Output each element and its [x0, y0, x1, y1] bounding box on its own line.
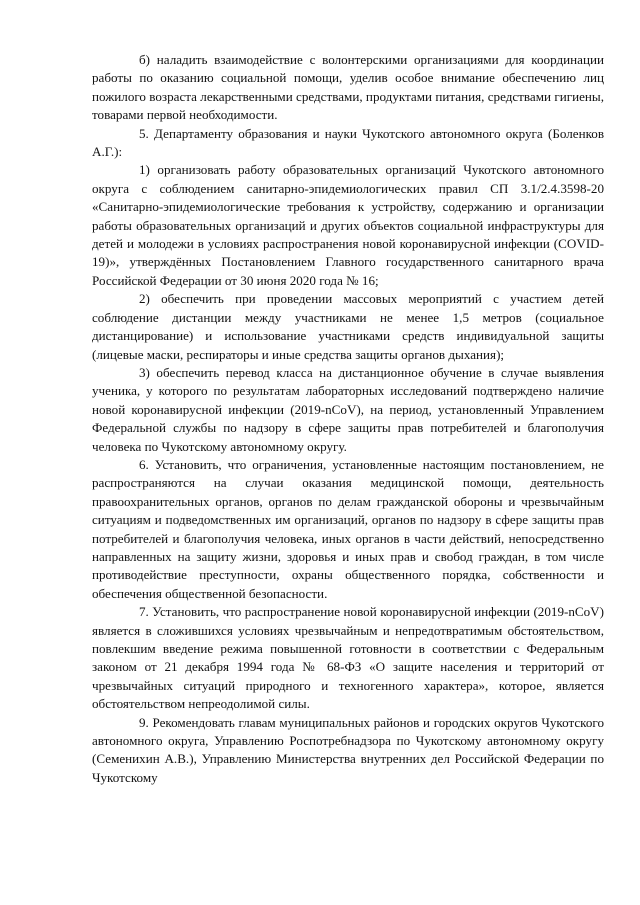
- paragraph-5-2-distancing: 2) обеспечить при проведении массовых мероприятий с участием детей соблюдение дистанции между участниками не менее 1,5 метров (социальное дистанцирование) и использование участниками средств индивидуальной защиты (лицевые маски, респираторы и иные средства защиты органов дыхания);: [92, 291, 604, 362]
- paragraph-6-restrictions-scope: 6. Установить, что ограничения, установленные настоящим постановлением, не распространяются на случаи оказания медицинской помощи, деятельность правоохранительных органов, органов по делам гражданской обороны и чрезвычайным ситуациям и подведомственных им организаций, органов по надзору в сфере защиты прав потребителей и благополучия человека, иных органов в части действий, непосредственно направленных на защиту жизни, здоровья и иных прав и свобод граждан, в том числе противодействие преступности, охраны общественного порядка, собственности и обеспечения общественной безопасности.: [92, 456, 604, 601]
- paragraph-5-1-organize-work: 1) организовать работу образовательных организаций Чукотского автономного округа с соблюдением санитарно-эпидемиологических правил СП 3.1/2.4.3598-20 «Санитарно-эпидемиологические требования к устройству, содержанию и организации работы образовательных организаций и других объектов социальной инфраструктуры для детей и молодежи в условиях распространения новой коронавирусной инфекции (COVID-19)», утверждённых Постановлением Главного государственного санитарного врача Российской Федерации от 30 июня 2020 года № 16;: [92, 162, 604, 288]
- paragraph-6b-volunteers: б) наладить взаимодействие с волонтерскими организациями для координации работы по оказанию социальной помощи, уделив особое внимание обеспечению лиц пожилого возраста лекарственными средствами, продуктами питания, средствами гигиены, товарами первой необходимости.: [92, 52, 604, 123]
- paragraph-7-force-majeure: 7. Установить, что распространение новой коронавирусной инфекции (2019-nCoV) является в сложившихся условиях чрезвычайным и непредотвратимым обстоятельством, повлекшим введение режима повышенной готовности в соответствии с Федеральным законом от 21 декабря 1994 года № 68-ФЗ «О защите населения и территорий от чрезвычайных ситуаций природного и техногенного характера», которое, является обстоятельством непреодолимой силы.: [92, 604, 604, 712]
- paragraph-5-3-remote-learning: 3) обеспечить перевод класса на дистанционное обучение в случае выявления ученика, у которого по результатам лабораторных исследований подтверждено наличие новой коронавирусной инфекции (2019-nCoV), на период, установленный Управлением Федеральной службы по надзору в сфере защиты прав потребителей и благополучия человека по Чукотскому автономному округу.: [92, 364, 604, 454]
- paragraph-5-education-department: 5. Департаменту образования и науки Чукотского автономного округа (Боленков А.Г.):: [92, 125, 604, 160]
- document-body: [92, 51, 604, 787]
- paragraph-9-recommendation: 9. Рекомендовать главам муниципальных районов и городских округов Чукотского автономного округа, Управлению Роспотребнадзора по Чукотскому автономному округу (Семенихин А.В.), Управлению Министерства внутренних дел Российской Федерации по Чукотскому: [92, 714, 604, 785]
